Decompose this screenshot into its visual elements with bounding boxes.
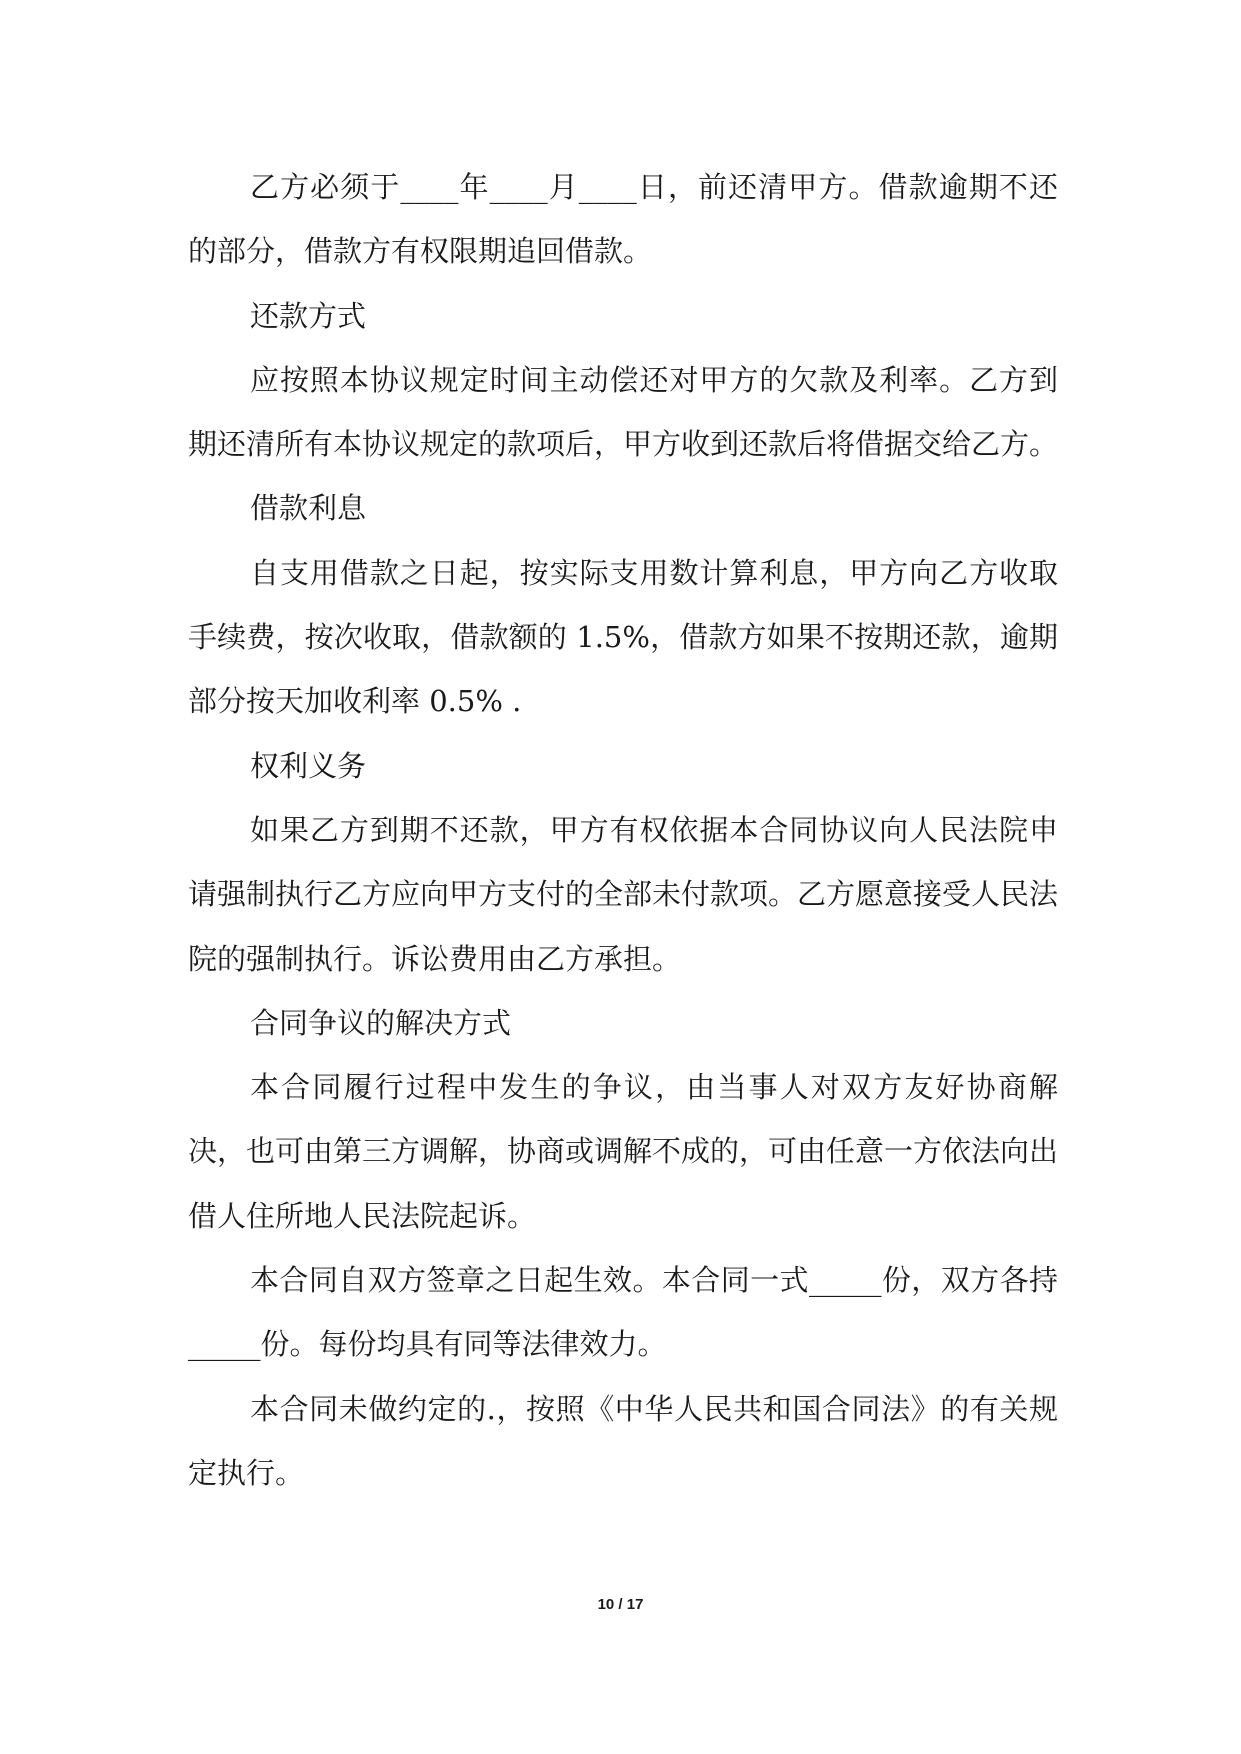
paragraph-repayment-deadline: 乙方必须于____年____月____日，前还清甲方。借款逾期不还的部分，借款方有权限期追回借款。	[188, 170, 1058, 269]
paragraph-effectiveness: 本合同自双方签章之日起生效。本合同一式_____份，双方各持_____份。每份均具有同等法律效力。	[188, 1263, 1058, 1362]
heading-rights-obligations: 权利义务	[250, 748, 367, 783]
heading-dispute-resolution: 合同争议的解决方式	[250, 1005, 512, 1040]
heading-repayment-method: 还款方式	[250, 298, 367, 333]
paragraph-rights-obligations: 如果乙方到期不还款，甲方有权依据本合同协议向人民法院申请强制执行乙方应向甲方支付的全部未付款项。乙方愿意接受人民法院的强制执行。诉讼费用由乙方承担。	[188, 812, 1059, 976]
paragraph-unspecified-matters: 本合同未做约定的.，按照《中华人民共和国合同法》的有关规定执行。	[188, 1391, 1058, 1490]
page-number: 10 / 17	[597, 1596, 644, 1613]
document-body	[188, 155, 1058, 1505]
paragraph-loan-interest: 自支用借款之日起，按实际支用数计算利息，甲方向乙方收取手续费，按次收取，借款额的 1.5%，借款方如果不按期还款，逾期部分按天加收利率 0.5% .	[188, 555, 1058, 719]
paragraph-dispute-resolution: 本合同履行过程中发生的争议，由当事人对双方友好协商解决，也可由第三方调解，协商或调解不成的，可由任意一方依法向出借人住所地人民法院起诉。	[188, 1070, 1059, 1233]
paragraph-repayment-method: 应按照本协议规定时间主动偿还对甲方的欠款及利率。乙方到期还清所有本协议规定的款项后，甲方收到还款后将借据交给乙方。	[188, 362, 1059, 462]
heading-loan-interest: 借款利息	[250, 491, 367, 526]
